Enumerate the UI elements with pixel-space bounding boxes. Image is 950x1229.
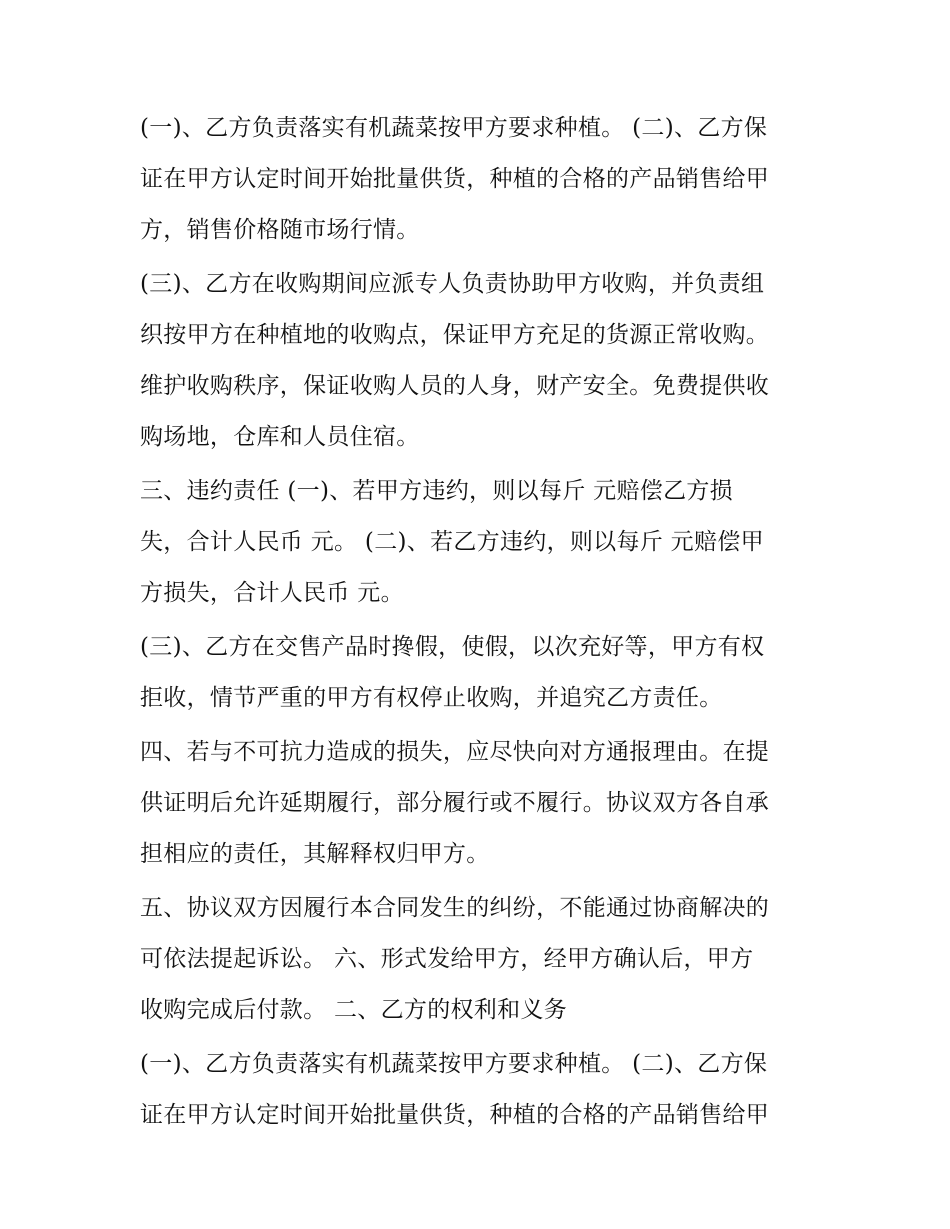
text-line: 拒收，情节严重的甲方有权停止收购，并追究乙方责任。 [140,685,723,711]
paragraph-4 [140,622,820,724]
paragraph-5 [140,727,820,880]
paragraph-7 [140,1039,820,1141]
text-line: 维护收购秩序，保证收购人员的人身，财产安全。免费提供收 [140,373,770,399]
text-line: 担相应的责任，其解释权归甲方。 [140,841,490,867]
document-body [140,103,820,1144]
text-line: (一)、乙方负责落实有机蔬菜按甲方要求种植。 (二)、乙方保 [140,1051,768,1077]
text-line: 五、协议双方因履行本合同发生的纠纷，不能通过协商解决的 [140,895,770,921]
text-line: 四、若与不可抗力造成的损失，应尽快向对方通报理由。在提 [140,739,770,765]
text-line: 购场地，仓库和人员住宿。 [140,424,420,450]
text-line: 证在甲方认定时间开始批量供货，种植的合格的产品销售给甲 [140,1102,770,1128]
text-line: 方损失，合计人民币 元。 [140,580,404,606]
paragraph-6 [140,883,820,1036]
text-line: (一)、乙方负责落实有机蔬菜按甲方要求种植。 (二)、乙方保 [140,115,768,141]
text-line: 三、违约责任 (一)、若甲方违约，则以每斤 元赔偿乙方损 [140,478,733,504]
paragraph-1 [140,103,820,256]
text-line: (三)、乙方在收购期间应派专人负责协助甲方收购，并负责组 [140,271,765,297]
text-line: 可依法提起诉讼。 六、形式发给甲方，经甲方确认后，甲方 [140,946,754,972]
paragraph-3 [140,466,820,619]
text-line: 织按甲方在种植地的收购点，保证甲方充足的货源正常收购。 [140,322,770,348]
text-line: 供证明后允许延期履行，部分履行或不履行。协议双方各自承 [140,790,770,816]
text-line: 证在甲方认定时间开始批量供货，种植的合格的产品销售给甲 [140,166,770,192]
text-line: 失，合计人民币 元。 (二)、若乙方违约，则以每斤 元赔偿甲 [140,529,764,555]
text-line: 方，销售价格随市场行情。 [140,217,420,243]
text-line: 收购完成后付款。 二、乙方的权利和义务 [140,997,568,1023]
paragraph-2 [140,259,820,463]
text-line: (三)、乙方在交售产品时搀假，使假，以次充好等，甲方有权 [140,634,765,660]
